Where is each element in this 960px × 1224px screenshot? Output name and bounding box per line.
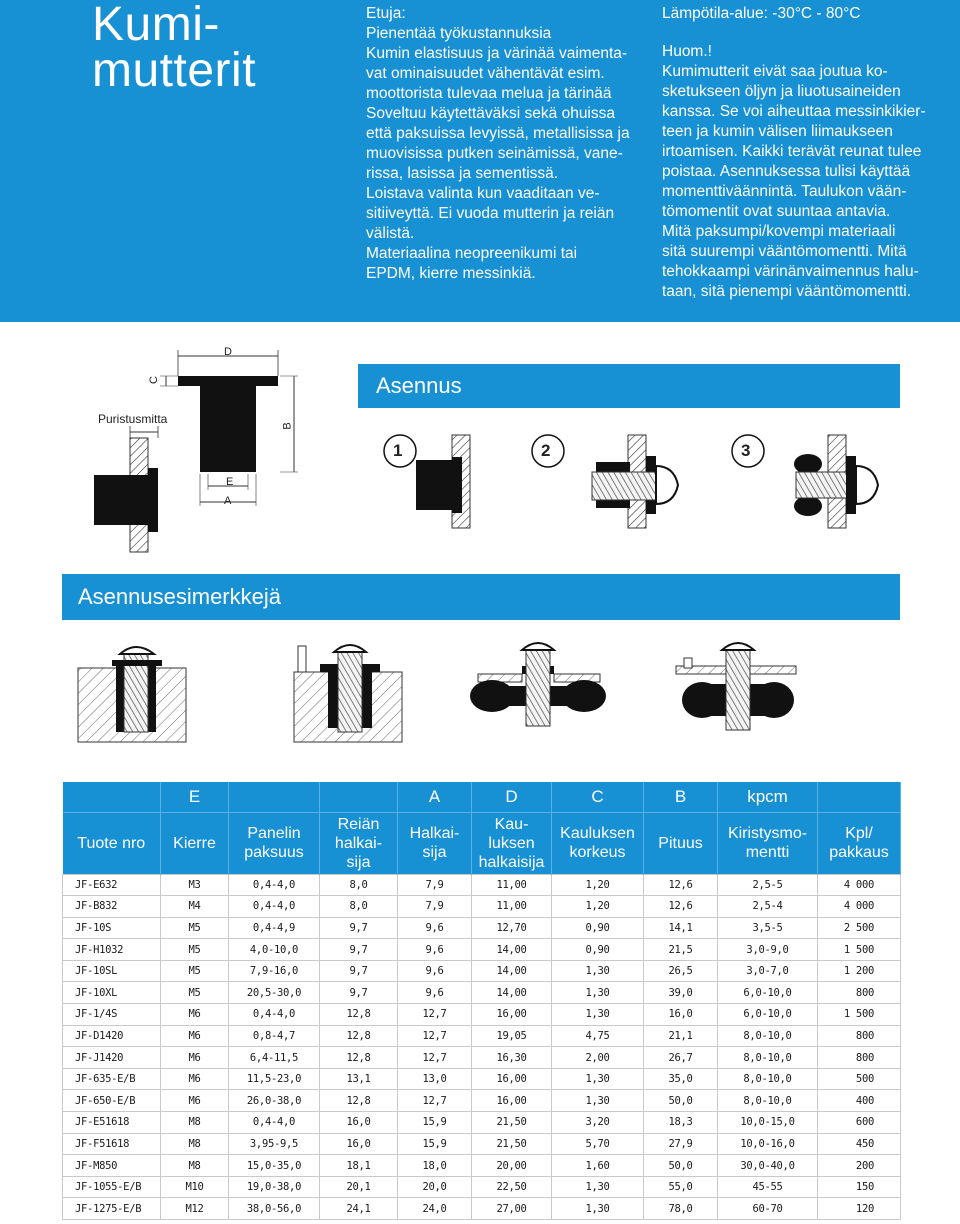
table-cell: 6,0-10,0 — [718, 1004, 818, 1026]
column-header-cell: Panelin paksuus — [229, 812, 320, 874]
table-cell: 12,6 — [644, 896, 718, 918]
table-cell: 8,0 — [320, 896, 398, 918]
notes-line: momenttiväännintä. Taulukon vään- — [662, 183, 907, 200]
table-cell: JF-1055-E/B — [63, 1176, 161, 1198]
group-header-cell: D — [472, 782, 552, 812]
examples-illustrations — [62, 630, 900, 770]
table-cell: 6,0-10,0 — [718, 982, 818, 1004]
table-cell: 16,00 — [472, 1004, 552, 1026]
table-cell: 9,6 — [398, 939, 472, 961]
table-column-header — [63, 812, 901, 874]
table-cell: 0,90 — [552, 939, 644, 961]
benefits-line: EPDM, kierre messinkiä. — [366, 265, 536, 282]
table-cell: 16,30 — [472, 1047, 552, 1069]
table-cell: 35,0 — [644, 1068, 718, 1090]
group-header-cell: kpcm — [718, 782, 818, 812]
step-1-number: 1 — [393, 441, 403, 460]
dim-d-label: D — [224, 346, 232, 358]
table-body — [63, 874, 901, 1220]
table-cell: M3 — [161, 874, 229, 896]
table-cell: 18,1 — [320, 1155, 398, 1177]
table-cell: 8,0-10,0 — [718, 1025, 818, 1047]
table-cell: 12,8 — [320, 1047, 398, 1069]
notes-line: taan, sitä pienempi vääntömomentti. — [662, 283, 911, 300]
benefits-line: muovisissa putken seinämissä, vane- — [366, 145, 623, 162]
table-cell: M6 — [161, 1068, 229, 1090]
dim-b-label: B — [281, 422, 294, 430]
column-header-cell: Pituus — [644, 812, 718, 874]
benefits-line: Pienentää työkustannuksia — [366, 25, 552, 42]
table-row — [63, 960, 901, 982]
table-cell: 1,30 — [552, 982, 644, 1004]
installation-title: Asennus — [358, 364, 900, 408]
column-header-cell: Kpl/ pakkaus — [818, 812, 901, 874]
table-cell: 450 — [818, 1133, 901, 1155]
notes-line: tehokkaampi värinänvaimennus halu- — [662, 263, 919, 280]
table-cell: 8,0 — [320, 874, 398, 896]
table-cell: 60-70 — [718, 1198, 818, 1220]
table-cell: 3,95-9,5 — [229, 1133, 320, 1155]
table-row — [63, 1025, 901, 1047]
table-cell: M6 — [161, 1025, 229, 1047]
table-cell: 11,5-23,0 — [229, 1068, 320, 1090]
table-cell: 27,00 — [472, 1198, 552, 1220]
table-group-header — [63, 782, 901, 812]
benefits-line: vat ominaisuudet vähentävät esim. — [366, 65, 605, 82]
table-cell: 19,0-38,0 — [229, 1176, 320, 1198]
table-cell: 2 500 — [818, 917, 901, 939]
notes-line: Kumimutterit eivät saa joutua ko- — [662, 63, 888, 80]
table-row — [63, 874, 901, 896]
group-header-cell — [320, 782, 398, 812]
column-header-cell: Kierre — [161, 812, 229, 874]
clamp-example — [94, 426, 158, 552]
table-cell: 800 — [818, 1025, 901, 1047]
table-cell: 120 — [818, 1198, 901, 1220]
table-cell: 0,4-4,0 — [229, 896, 320, 918]
step-2-number: 2 — [541, 441, 551, 460]
table-cell: 0,90 — [552, 917, 644, 939]
table-row — [63, 939, 901, 961]
table-cell: 14,1 — [644, 917, 718, 939]
table-cell: 21,50 — [472, 1133, 552, 1155]
group-header-cell — [229, 782, 320, 812]
table-cell: 800 — [818, 1047, 901, 1069]
table-cell: 15,0-35,0 — [229, 1155, 320, 1177]
group-header-cell — [63, 782, 161, 812]
table-cell: 26,0-38,0 — [229, 1090, 320, 1112]
table-row — [63, 1004, 901, 1026]
table-cell: 1 200 — [818, 960, 901, 982]
table-cell: 400 — [818, 1090, 901, 1112]
group-header-cell: B — [644, 782, 718, 812]
table-row — [63, 1112, 901, 1134]
table-row — [63, 896, 901, 918]
table-cell: 12,7 — [398, 1090, 472, 1112]
table-cell: 24,1 — [320, 1198, 398, 1220]
table-cell: 2,00 — [552, 1047, 644, 1069]
group-header-cell: C — [552, 782, 644, 812]
table-cell: 39,0 — [644, 982, 718, 1004]
example-3 — [470, 643, 606, 726]
dim-a-label: A — [224, 495, 232, 507]
table-cell: JF-M850 — [63, 1155, 161, 1177]
notes-line: kanssa. Se voi aiheuttaa messinkikier- — [662, 103, 926, 120]
table-cell: JF-10SL — [63, 960, 161, 982]
title-line-2: mutterit — [92, 44, 257, 97]
table-cell: 9,6 — [398, 917, 472, 939]
benefits-line: välistä. — [366, 225, 415, 242]
table-cell: 20,00 — [472, 1155, 552, 1177]
table-cell: 18,0 — [398, 1155, 472, 1177]
column-header-cell: Halkai- sija — [398, 812, 472, 874]
table-cell: 9,7 — [320, 917, 398, 939]
benefits-line: Kumin elastisuus ja värinää vaimenta- — [366, 45, 628, 62]
table-row — [63, 1155, 901, 1177]
table-cell: M5 — [161, 939, 229, 961]
clamp-label: Puristusmitta — [98, 412, 168, 426]
table-cell: 9,6 — [398, 982, 472, 1004]
table-row — [63, 917, 901, 939]
benefits-line: sitiiveyttä. Ei vuoda mutterin ja reiän — [366, 205, 615, 222]
table-cell: 0,4-4,0 — [229, 1112, 320, 1134]
table-cell: 21,5 — [644, 939, 718, 961]
dim-e-label: E — [226, 476, 234, 488]
table-cell: 1,30 — [552, 1176, 644, 1198]
table-cell: 22,50 — [472, 1176, 552, 1198]
table-cell: 13,0 — [398, 1068, 472, 1090]
notes-line: Mitä paksumpi/kovempi materiaali — [662, 223, 896, 240]
table-cell: 1 500 — [818, 939, 901, 961]
table-cell: JF-1275-E/B — [63, 1198, 161, 1220]
table-cell: 9,7 — [320, 982, 398, 1004]
table-cell: 11,00 — [472, 896, 552, 918]
table-cell: 2,5-4 — [718, 896, 818, 918]
table-cell: 4,0-10,0 — [229, 939, 320, 961]
table-cell: 9,7 — [320, 960, 398, 982]
table-cell: 12,70 — [472, 917, 552, 939]
benefits-line: rissa, lasissa ja sementissä. — [366, 165, 559, 182]
column-header-cell: Kauluksen korkeus — [552, 812, 644, 874]
table-row — [63, 982, 901, 1004]
table-cell: 20,0 — [398, 1176, 472, 1198]
table-cell: 1,30 — [552, 1198, 644, 1220]
table-cell: 7,9-16,0 — [229, 960, 320, 982]
notes-line: poistaa. Asennuksessa tulisi käyttää — [662, 163, 911, 180]
column-header-cell: Kau- luksen halkaisija — [472, 812, 552, 874]
table-cell: 26,5 — [644, 960, 718, 982]
table-cell: 12,7 — [398, 1047, 472, 1069]
table-cell: JF-J1420 — [63, 1047, 161, 1069]
table-cell: M6 — [161, 1047, 229, 1069]
table-cell: 16,0 — [320, 1133, 398, 1155]
example-2 — [294, 645, 402, 742]
table-cell: 8,0-10,0 — [718, 1068, 818, 1090]
notes-line: Huom.! — [662, 43, 712, 60]
table-cell: 27,9 — [644, 1133, 718, 1155]
table-cell: JF-650-E/B — [63, 1090, 161, 1112]
table-cell: 800 — [818, 982, 901, 1004]
table-cell: 0,8-4,7 — [229, 1025, 320, 1047]
table-row — [63, 1198, 901, 1220]
table-row — [63, 1047, 901, 1069]
table-cell: 21,1 — [644, 1025, 718, 1047]
benefits-line: moottorista tulevaa melua ja tärinää — [366, 85, 612, 102]
installation-section — [0, 340, 960, 560]
table-cell: 3,0-7,0 — [718, 960, 818, 982]
table-row — [63, 1176, 901, 1198]
table-cell: 1,30 — [552, 1090, 644, 1112]
table-cell: 14,00 — [472, 960, 552, 982]
table-cell: 3,5-5 — [718, 917, 818, 939]
install-step-3 — [732, 435, 878, 528]
notes-line: sitä suurempi vääntömomentti. Mitä — [662, 243, 907, 260]
table-cell: 200 — [818, 1155, 901, 1177]
table-cell: JF-F51618 — [63, 1133, 161, 1155]
header-banner — [0, 0, 960, 322]
table-cell: JF-D1420 — [63, 1025, 161, 1047]
table-cell: 10,0-15,0 — [718, 1112, 818, 1134]
table-cell: 12,7 — [398, 1025, 472, 1047]
table-cell: 1,20 — [552, 874, 644, 896]
table-cell: 16,00 — [472, 1068, 552, 1090]
table-cell: 16,00 — [472, 1090, 552, 1112]
table-cell: M5 — [161, 917, 229, 939]
table-cell: 7,9 — [398, 896, 472, 918]
group-header-cell: A — [398, 782, 472, 812]
table-cell: 16,0 — [320, 1112, 398, 1134]
product-table — [62, 782, 900, 1220]
table-cell: 14,00 — [472, 939, 552, 961]
table-cell: 12,8 — [320, 1090, 398, 1112]
table-cell: 20,1 — [320, 1176, 398, 1198]
table-cell: M8 — [161, 1133, 229, 1155]
table-cell: 10,0-16,0 — [718, 1133, 818, 1155]
table-cell: JF-H1032 — [63, 939, 161, 961]
title-line-1: Kumi- — [92, 0, 220, 51]
table-cell: 150 — [818, 1176, 901, 1198]
table-cell: 7,9 — [398, 874, 472, 896]
table-cell: 19,05 — [472, 1025, 552, 1047]
table-cell: 5,70 — [552, 1133, 644, 1155]
benefits-line: Soveltuu käytettäväksi sekä ohuissa — [366, 105, 615, 122]
table-cell: 9,7 — [320, 939, 398, 961]
table-cell: JF-B832 — [63, 896, 161, 918]
table-cell: 12,6 — [644, 874, 718, 896]
table-cell: 1,20 — [552, 896, 644, 918]
group-header-cell: E — [161, 782, 229, 812]
table-cell: M8 — [161, 1112, 229, 1134]
table-cell: 13,1 — [320, 1068, 398, 1090]
benefits-line: Materiaalina neopreenikumi tai — [366, 245, 578, 262]
table-cell: 16,0 — [644, 1004, 718, 1026]
table-row — [63, 1068, 901, 1090]
notes-text — [662, 4, 932, 302]
table-cell: 1,30 — [552, 1068, 644, 1090]
notes-line: teen ja kumin välisen liimaukseen — [662, 123, 893, 140]
table-cell: 14,00 — [472, 982, 552, 1004]
table-cell: 50,0 — [644, 1155, 718, 1177]
table-cell: 24,0 — [398, 1198, 472, 1220]
examples-title: Asennusesimerkkejä — [62, 574, 900, 620]
table-cell: M8 — [161, 1155, 229, 1177]
table-cell: 15,9 — [398, 1112, 472, 1134]
group-header-cell — [818, 782, 901, 812]
table-cell: 1,60 — [552, 1155, 644, 1177]
example-4 — [676, 643, 796, 730]
table-cell: 11,00 — [472, 874, 552, 896]
table-cell: 3,0-9,0 — [718, 939, 818, 961]
table-cell: M6 — [161, 1090, 229, 1112]
table-cell: M12 — [161, 1198, 229, 1220]
table-cell: 26,7 — [644, 1047, 718, 1069]
table-cell: 500 — [818, 1068, 901, 1090]
table-cell: 1 500 — [818, 1004, 901, 1026]
table-cell: JF-1/4S — [63, 1004, 161, 1026]
table-cell: 0,4-4,0 — [229, 1004, 320, 1026]
table-cell: M5 — [161, 982, 229, 1004]
table-cell: 38,0-56,0 — [229, 1198, 320, 1220]
table-row — [63, 1090, 901, 1112]
table-cell: 45-55 — [718, 1176, 818, 1198]
table-row — [63, 1133, 901, 1155]
table-cell: 9,6 — [398, 960, 472, 982]
step-3-number: 3 — [741, 441, 751, 460]
temperature-range: Lämpötila-alue: -30°C - 80°C — [662, 5, 861, 22]
table-cell: 12,8 — [320, 1025, 398, 1047]
table-cell: 3,20 — [552, 1112, 644, 1134]
table-cell: 50,0 — [644, 1090, 718, 1112]
table-cell: 4,75 — [552, 1025, 644, 1047]
benefits-text — [366, 4, 636, 284]
table-cell: 0,4-4,0 — [229, 874, 320, 896]
table-cell: 15,9 — [398, 1133, 472, 1155]
notes-line: sketukseen öljyn ja liuotusaineiden — [662, 83, 901, 100]
table-cell: 8,0-10,0 — [718, 1047, 818, 1069]
table-cell: JF-10S — [63, 917, 161, 939]
notes-line: tömomentit ovat suuntaa antavia. — [662, 203, 891, 220]
table-cell: 600 — [818, 1112, 901, 1134]
table-cell: 12,8 — [320, 1004, 398, 1026]
dim-c-label: C — [147, 376, 160, 384]
table-cell: 4 000 — [818, 896, 901, 918]
table-cell: M10 — [161, 1176, 229, 1198]
notes-line: irtoamisen. Kaikki terävät reunat tulee — [662, 143, 922, 160]
example-1 — [78, 647, 186, 742]
page-title — [92, 0, 257, 97]
table-cell: 1,30 — [552, 960, 644, 982]
table-cell: 20,5-30,0 — [229, 982, 320, 1004]
benefits-line: että paksuissa levyissä, metallisissa ja — [366, 125, 630, 142]
table-cell: 6,4-11,5 — [229, 1047, 320, 1069]
table-cell: 21,50 — [472, 1112, 552, 1134]
table-cell: 55,0 — [644, 1176, 718, 1198]
install-step-2 — [532, 435, 678, 528]
benefits-line: Loistava valinta kun vaaditaan ve- — [366, 185, 600, 202]
table-cell: M5 — [161, 960, 229, 982]
installation-diagram — [0, 340, 960, 560]
table-cell: 1,30 — [552, 1004, 644, 1026]
table-cell: M4 — [161, 896, 229, 918]
column-header-cell: Reiän halkai- sija — [320, 812, 398, 874]
table-cell: 2,5-5 — [718, 874, 818, 896]
table-cell: 4 000 — [818, 874, 901, 896]
table-cell: JF-E51618 — [63, 1112, 161, 1134]
table-cell: 30,0-40,0 — [718, 1155, 818, 1177]
benefits-line: Etuja: — [366, 5, 406, 22]
table-cell: 12,7 — [398, 1004, 472, 1026]
table-cell: 0,4-4,9 — [229, 917, 320, 939]
table-cell: 78,0 — [644, 1198, 718, 1220]
table-cell: 8,0-10,0 — [718, 1090, 818, 1112]
table-cell: JF-E632 — [63, 874, 161, 896]
column-header-cell: Kiristysmo- mentti — [718, 812, 818, 874]
table-cell: M6 — [161, 1004, 229, 1026]
column-header-cell: Tuote nro — [63, 812, 161, 874]
table-cell: JF-635-E/B — [63, 1068, 161, 1090]
table-cell: JF-10XL — [63, 982, 161, 1004]
table-cell: 18,3 — [644, 1112, 718, 1134]
